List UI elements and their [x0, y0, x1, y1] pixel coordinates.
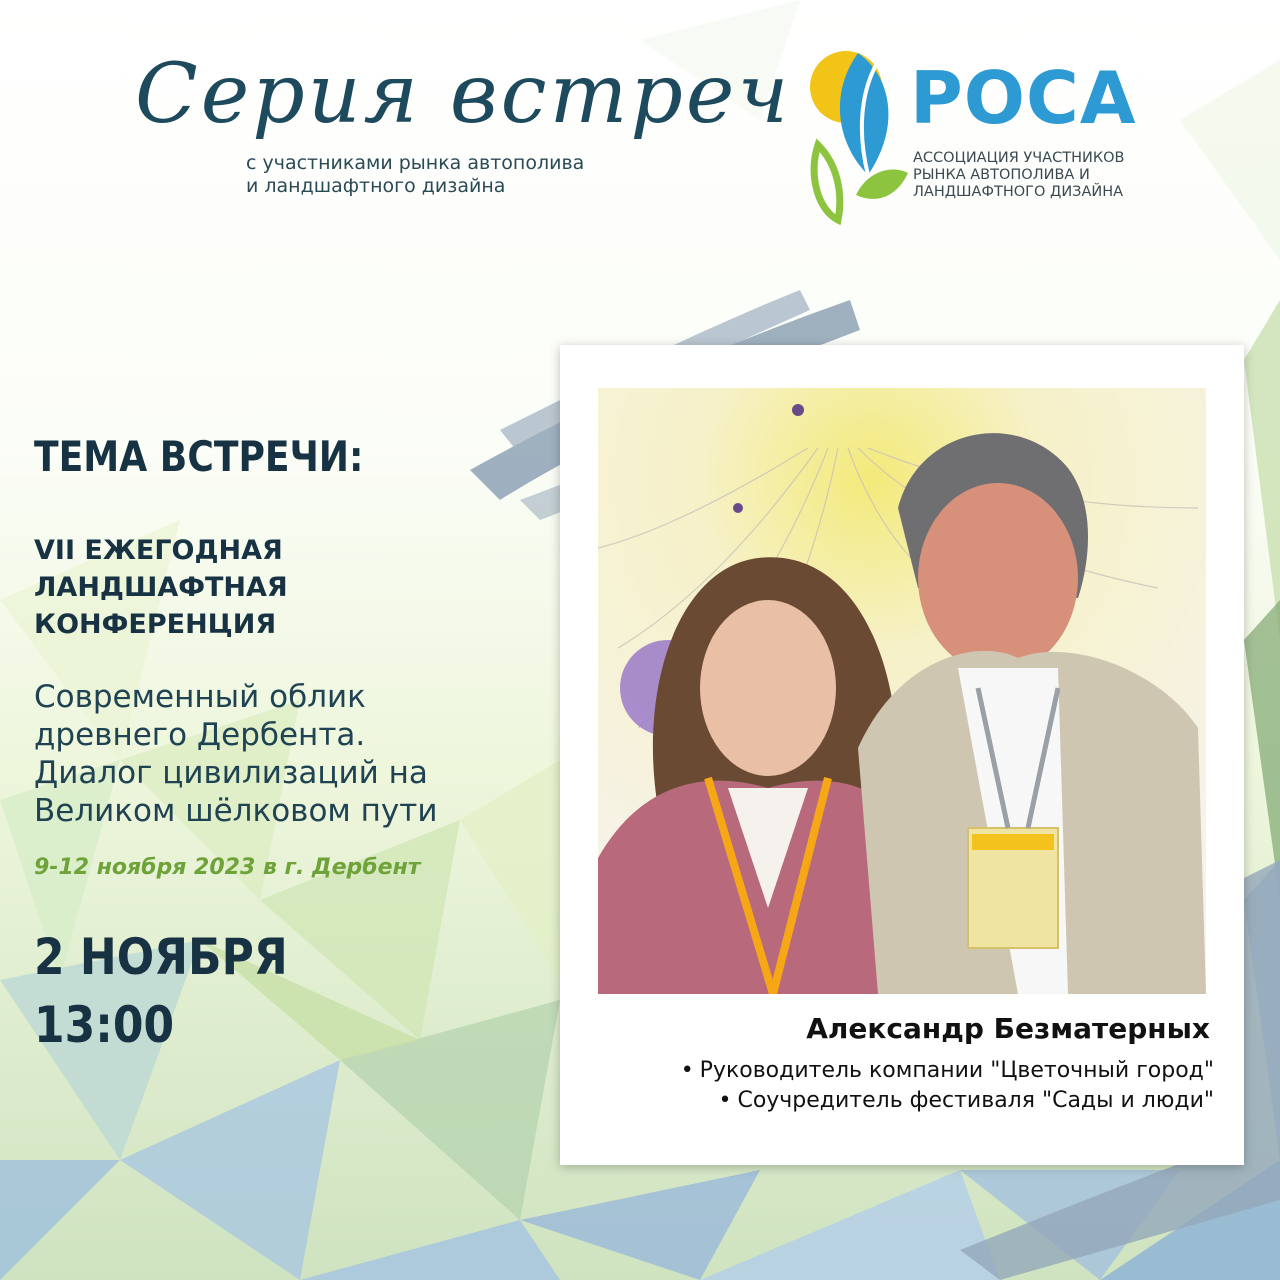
bullet: • [680, 1058, 694, 1083]
conference-description-line: Современный облик [34, 679, 366, 715]
series-subtitle-line: с участниками рынка автополива [246, 152, 585, 174]
speaker-role: Соучредитель фестиваля "Сады и люди" [737, 1088, 1214, 1113]
conference-title [34, 532, 288, 643]
speaker-name: Александр Безматерных [806, 1012, 1210, 1045]
logo-description-line: ЛАНДШАФТНОГО ДИЗАЙНА [913, 184, 1124, 200]
conference-description-line: Великом шёлковом пути [34, 793, 438, 829]
logo-description [913, 150, 1173, 201]
speaker-roles [681, 1056, 1214, 1116]
conference-title-line: ЛАНДШАФТНАЯ [34, 572, 288, 603]
speaker-photo [598, 388, 1206, 994]
rosa-logo-icon [798, 45, 918, 225]
speaker-role-item [681, 1086, 1214, 1116]
speaker-role: Руководитель компании "Цветочный город" [699, 1058, 1214, 1083]
logo-name: РОСА [910, 56, 1137, 140]
logo-description-line: РЫНКА АВТОПОЛИВА И [913, 167, 1090, 183]
series-title: Серия встреч [135, 47, 792, 142]
conference-title-line: КОНФЕРЕНЦИЯ [34, 609, 277, 640]
series-subtitle-line: и ландшафтного дизайна [246, 175, 506, 197]
speaker-role-item [681, 1056, 1214, 1086]
topic-label: ТЕМА ВСТРЕЧИ: [34, 432, 364, 481]
meeting-date: 2 НОЯБРЯ [34, 928, 288, 986]
conference-description-line: древнего Дербента. [34, 717, 366, 753]
conference-title-line: VII ЕЖЕГОДНАЯ [34, 535, 283, 566]
logo-description-line: АССОЦИАЦИЯ УЧАСТНИКОВ [913, 150, 1125, 166]
conference-description-line: Диалог цивилизаций на [34, 755, 428, 791]
meeting-time: 13:00 [34, 996, 175, 1054]
conference-dates: 9-12 ноября 2023 в г. Дербент [34, 855, 421, 880]
series-subtitle [246, 152, 586, 198]
conference-description [34, 678, 437, 830]
bullet: • [718, 1088, 732, 1113]
